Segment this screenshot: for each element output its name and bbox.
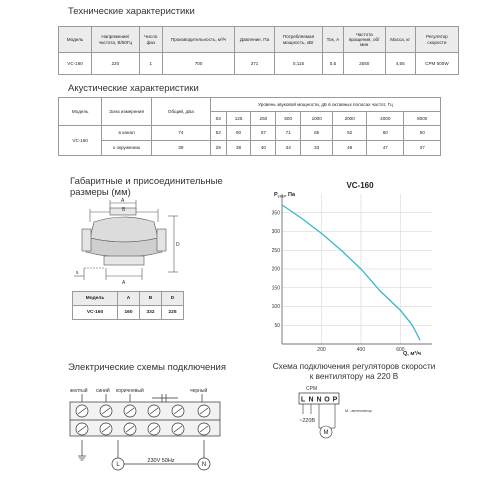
chart-y-tick-label: 50	[274, 322, 280, 329]
dims-header: D	[162, 292, 184, 306]
tech-header: Производительность, м³/ч	[163, 27, 235, 53]
acoustic-cell: 34	[276, 141, 301, 156]
terminal-block	[66, 378, 226, 480]
chart-series-line	[282, 205, 420, 340]
line-n-label: N	[201, 462, 207, 468]
acoustic-col-total: Общий, дБа	[151, 98, 210, 126]
regulator-terminal-label: N	[308, 396, 314, 404]
chart-xlabel: Q, м³/ч	[403, 351, 421, 357]
regulator-title-line1: Схема подключения регуляторов скорости	[272, 362, 436, 371]
tech-cell: 700	[163, 53, 235, 75]
acoustic-cell: 71	[276, 126, 301, 141]
tech-header: Потребляемая мощность, кВт	[274, 27, 322, 53]
acoustic-table	[58, 97, 441, 156]
chart-y-tick-label: 200	[271, 266, 280, 273]
dims-header: Модель	[73, 292, 118, 306]
acoustic-title: Акустические характеристики	[68, 83, 199, 94]
acoustic-cell: 47	[367, 141, 404, 156]
dims-cell: VC-160	[73, 306, 118, 320]
dim-label-d: D	[176, 242, 180, 248]
chart-y-tick-label: 350	[271, 210, 280, 217]
chart-y-tick-label: 100	[271, 304, 280, 311]
dim-label-5: 5	[76, 270, 79, 275]
band-header: 63	[210, 112, 226, 126]
chart-y-tick-label: 150	[271, 285, 280, 292]
acoustic-model: VC-160	[59, 126, 102, 156]
dim-label-b: B	[122, 207, 126, 213]
tech-header: Модель	[59, 27, 92, 53]
band-header: 4000	[367, 112, 404, 126]
band-header: 500	[276, 112, 301, 126]
acoustic-col-zone: Зона измерения	[102, 98, 152, 126]
dim-label-a-bottom: A	[122, 280, 126, 286]
acoustic-col-bands: Уровень звуковой мощности, дБ в октавных полосах частот, Гц	[210, 98, 440, 112]
regulator-terminal-label: O	[324, 396, 330, 404]
acoustic-cell: 52	[210, 126, 226, 141]
band-header: 1000	[301, 112, 333, 126]
acoustic-col-model: Модель	[59, 98, 102, 126]
acoustic-zone: в канал	[102, 126, 152, 141]
tech-header: Ток, А	[322, 27, 343, 53]
acoustic-cell: 38	[226, 141, 251, 156]
tech-header: Регулятор скорости	[415, 27, 458, 53]
fan-drawing	[60, 196, 200, 288]
wire-label-yellow: желтый	[70, 388, 88, 394]
tech-header: Масса, кг	[385, 27, 415, 53]
dims-cell: 160	[118, 306, 140, 320]
acoustic-cell: 50	[404, 126, 441, 141]
acoustic-cell: 60	[367, 126, 404, 141]
chart-x-tick-label: 600	[396, 347, 405, 353]
wire-label-brown: коричневый	[116, 388, 144, 394]
wire-label-black: черный	[190, 388, 208, 394]
line-l-label: L	[116, 462, 120, 468]
dims-cell: 332	[140, 306, 162, 320]
dims-table	[72, 291, 184, 320]
band-header: 8000	[404, 112, 441, 126]
tech-cell: 0,5	[322, 53, 343, 75]
tech-cell: CPM 500W	[415, 53, 458, 75]
tech-header: Напряжение/ частота, В/50Гц	[92, 27, 139, 53]
regulator-cpm: CPM	[306, 386, 318, 392]
regulator-terminal-label: P	[332, 396, 338, 404]
tech-cell: 0,115	[274, 53, 322, 75]
dims-title-line2: размеры (мм)	[70, 187, 131, 198]
electric-title: Электрические схемы подключения	[68, 362, 227, 373]
acoustic-zone: к окружению	[102, 141, 152, 156]
dims-header: A	[118, 292, 140, 306]
tech-cell: 1	[139, 53, 162, 75]
dims-title	[70, 176, 223, 198]
tech-header: Давление, Па	[235, 27, 275, 53]
tech-header: Число фаз	[139, 27, 162, 53]
chart-y-tick-label: 300	[271, 229, 280, 236]
chart-y-tick-label: 250	[271, 247, 280, 254]
regulator-diagram	[290, 384, 390, 454]
chart-x-tick-label: 400	[356, 347, 366, 353]
tech-cell: 371	[235, 53, 275, 75]
motor-symbol: M	[323, 430, 329, 436]
chart-title: VC-160	[346, 181, 374, 190]
chart-ylabel-main: P	[274, 192, 278, 198]
chart-ylabel-sub: стат	[277, 194, 285, 199]
acoustic-cell: 40	[251, 141, 276, 156]
acoustic-cell: 62	[333, 126, 367, 141]
tech-title: Технические характеристики	[68, 6, 195, 17]
dims-header: B	[140, 292, 162, 306]
tech-header: Частота вращения, об/мин	[343, 27, 385, 53]
acoustic-total: 39	[151, 141, 210, 156]
acoustic-cell: 33	[301, 141, 333, 156]
wire-label-blue: синий	[96, 388, 110, 394]
band-header: 250	[251, 112, 276, 126]
acoustic-cell: 67	[251, 126, 276, 141]
supply-label: 230V 50Hz	[147, 458, 175, 464]
pressure-chart	[262, 178, 440, 358]
acoustic-total: 74	[151, 126, 210, 141]
regulator-terminal-label: L	[300, 396, 306, 404]
band-header: 2000	[333, 112, 367, 126]
regulator-terminal-label: N	[316, 396, 322, 404]
regulator-title	[256, 362, 452, 382]
chart-ylabel-unit: , Па	[285, 192, 296, 198]
dims-cell: 225	[162, 306, 184, 320]
tech-cell: 220	[92, 53, 139, 75]
tech-cell: 2550	[343, 53, 385, 75]
tech-cell: VC-160	[59, 53, 92, 75]
dims-title-line1: Габаритные и присоединительные	[70, 176, 223, 187]
tech-cell: 4,55	[385, 53, 415, 75]
regulator-voltage: ~220В	[299, 418, 316, 424]
dim-label-a: A	[121, 198, 125, 204]
band-header: 125	[226, 112, 251, 126]
acoustic-cell: 60	[226, 126, 251, 141]
tech-table	[58, 26, 459, 75]
regulator-title-line2: к вентилятору на 220 В	[309, 372, 399, 381]
motor-note: M - вентилятор	[345, 409, 372, 413]
acoustic-cell: 49	[333, 141, 367, 156]
acoustic-cell: 29	[210, 141, 226, 156]
chart-x-tick-label: 200	[317, 347, 326, 353]
acoustic-cell: 65	[301, 126, 333, 141]
acoustic-cell: 37	[404, 141, 441, 156]
chart-ylabel	[274, 192, 296, 199]
